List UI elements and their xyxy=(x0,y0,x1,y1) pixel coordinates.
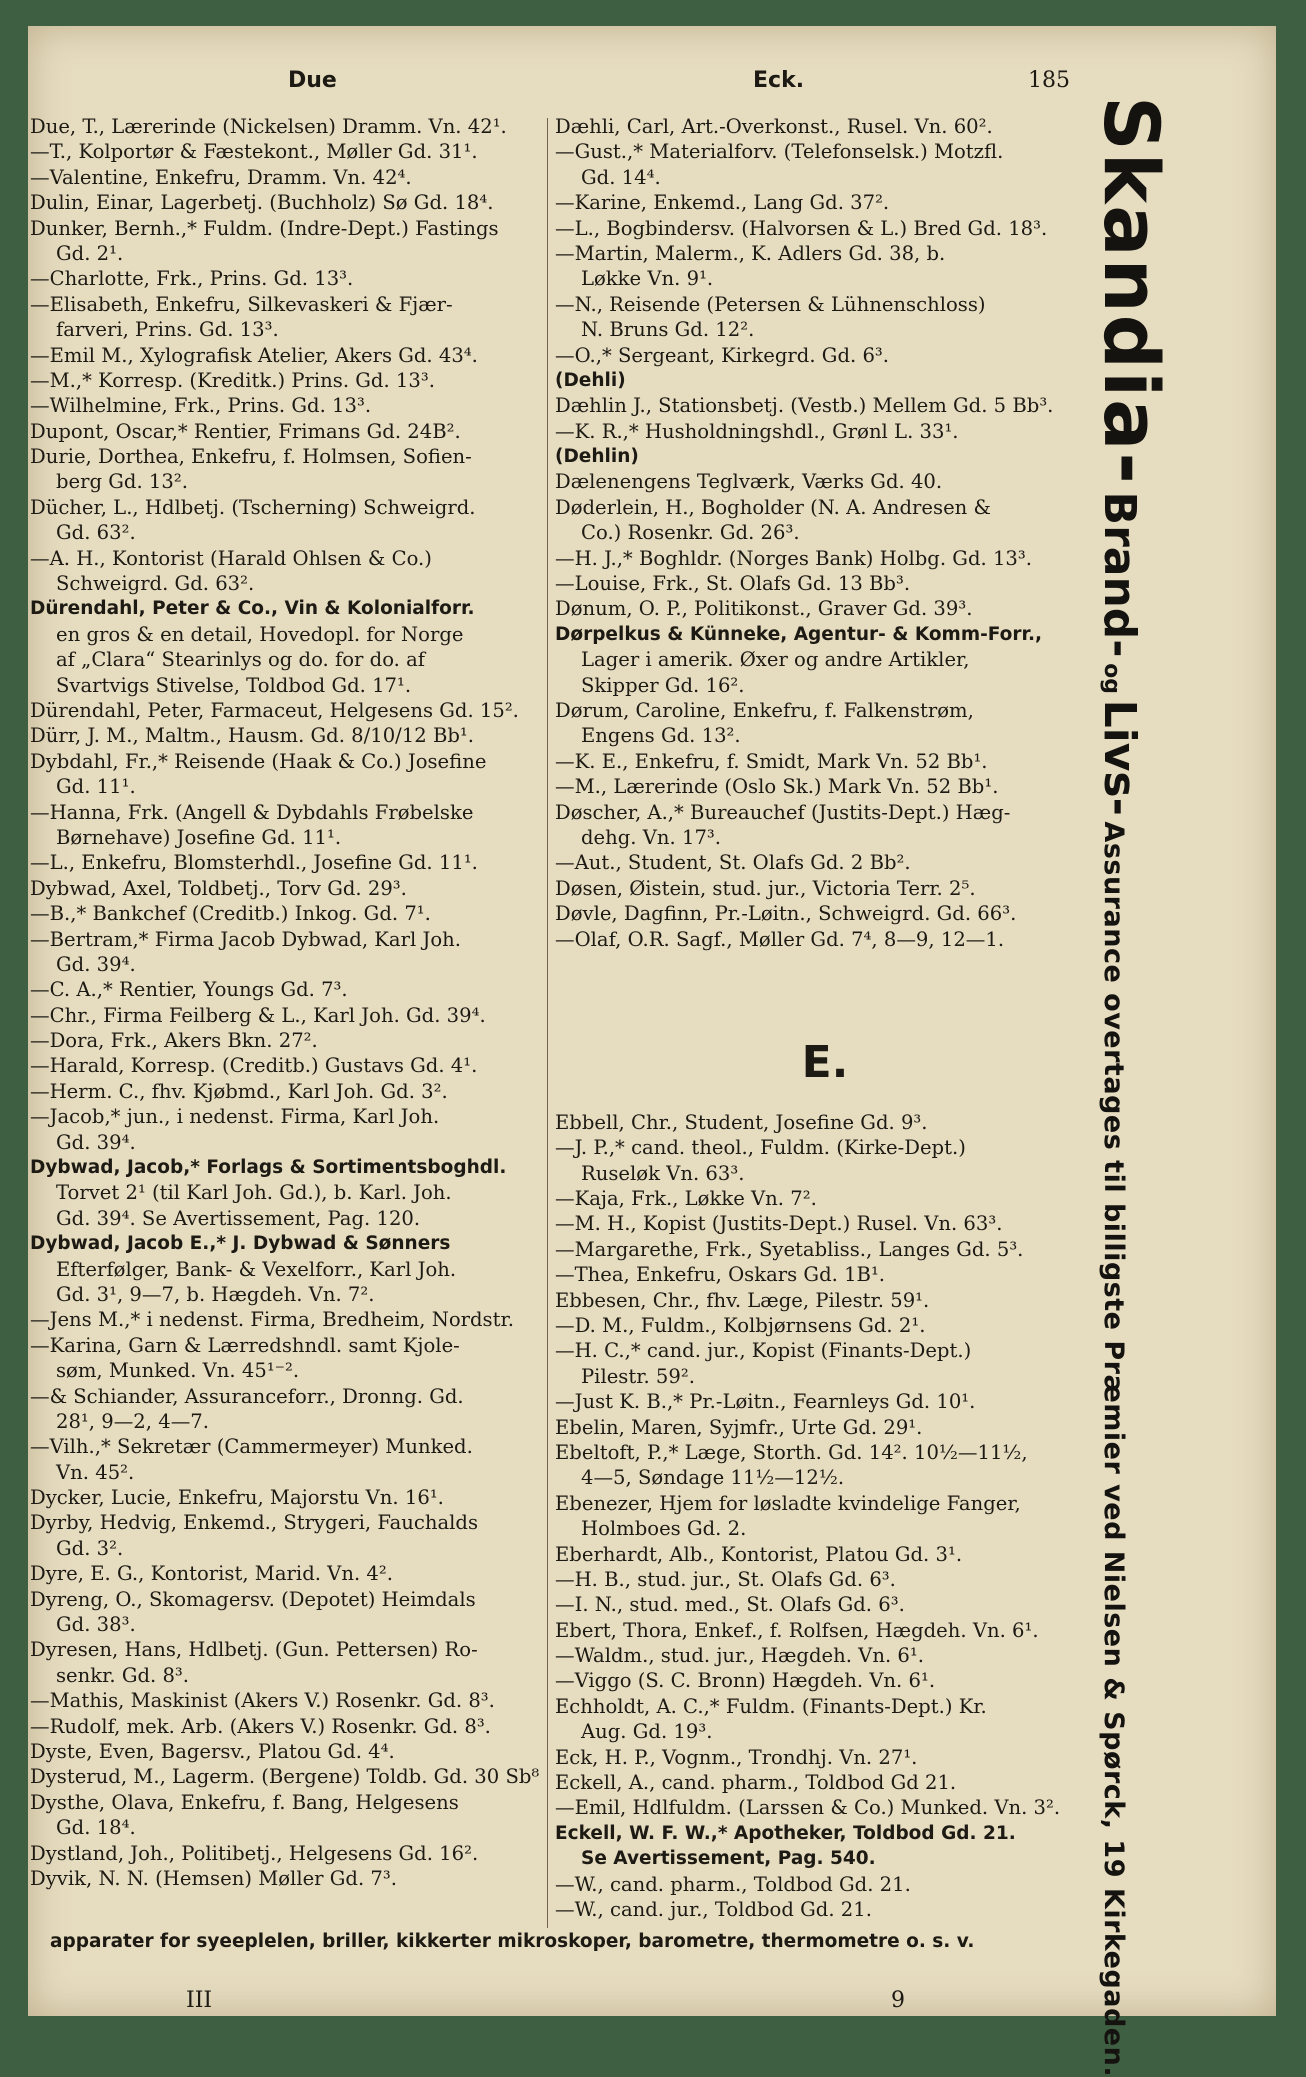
directory-line: Dybwad, Axel, Toldbetj., Torv Gd. 29³. xyxy=(30,876,407,900)
directory-line: —Mathis, Maskinist (Akers V.) Rosenkr. Gd. 8³. xyxy=(30,1689,495,1713)
directory-line: Døsen, Øistein, stud. jur., Victoria Terr. 2⁵. xyxy=(555,876,976,900)
directory-line: Dybdahl, Fr.,* Reisende (Haak & Co.) Josefine xyxy=(30,749,487,773)
directory-line: Ebeltoft, P.,* Læge, Storth. Gd. 14². 10½—11½, xyxy=(555,1440,1028,1464)
directory-line: —Olaf, O.R. Sagf., Møller Gd. 7⁴, 8—9, 12—1. xyxy=(555,927,1005,951)
directory-line: Skipper Gd. 16². xyxy=(581,673,745,697)
directory-line: —H. B., stud. jur., St. Olafs Gd. 6³. xyxy=(555,1567,896,1591)
directory-line: —O.,* Sergeant, Kirkegrd. Gd. 6³. xyxy=(555,343,889,367)
directory-line: (Dehlin) xyxy=(555,446,639,468)
directory-line: Dyresen, Hans, Hdlbetj. (Gun. Pettersen) Ro- xyxy=(30,1638,478,1662)
directory-line: Dyste, Even, Bagersv., Platou Gd. 4⁴. xyxy=(30,1740,395,1763)
directory-line: Dørum, Caroline, Enkefru, f. Falkenstrøm, xyxy=(555,698,974,722)
directory-line: Gd. 18⁴. xyxy=(56,1816,136,1840)
directory-line: Ruseløk Vn. 63³. xyxy=(581,1161,745,1185)
directory-line: Vn. 45². xyxy=(56,1460,135,1484)
directory-line: Aug. Gd. 19³. xyxy=(581,1720,713,1744)
left-column xyxy=(30,114,545,1891)
directory-line: —Dora, Frk., Akers Bkn. 27². xyxy=(30,1029,318,1053)
directory-line: —M.,* Korresp. (Kreditk.) Prins. Gd. 13³. xyxy=(30,368,435,392)
directory-line: —Rudolf, mek. Arb. (Akers V.) Rosenkr. Gd. 8³. xyxy=(30,1714,491,1738)
directory-line: Gd. 3¹, 9—7, b. Hægdeh. Vn. 7². xyxy=(56,1282,375,1306)
directory-line: —Hanna, Frk. (Angell & Dybdahls Frøbelske xyxy=(30,800,474,824)
directory-line: Dysterud, M., Lagerm. (Bergene) Toldb. Gd. 30 Sb⁸ xyxy=(30,1765,540,1789)
directory-line: Engens Gd. 13². xyxy=(581,724,741,748)
side-brand: Brand- xyxy=(1094,491,1145,658)
directory-line: Co.) Rosenkr. Gd. 26³. xyxy=(581,521,800,545)
directory-line: Schweigrd. Gd. 63². xyxy=(56,572,255,596)
directory-line: —W., cand. pharm., Toldbod Gd. 21. xyxy=(555,1872,911,1896)
directory-line: —Gust.,* Materialforv. (Telefonselsk.) Motzfl. xyxy=(555,140,1004,164)
side-advertisement-text xyxy=(1087,96,1176,2077)
directory-line: Dybwad, Jacob,* Forlags & Sortimentsboghdl. xyxy=(30,1157,507,1179)
directory-line: —Emil, Hdlfuldm. (Larssen & Co.) Munked. Vn. 3². xyxy=(555,1796,1061,1820)
directory-line: 4—5, Søndage 11½—12½. xyxy=(581,1466,845,1490)
directory-line: —Thea, Enkefru, Oskars Gd. 1B¹. xyxy=(555,1263,886,1287)
directory-line: Pilestr. 59². xyxy=(581,1364,695,1388)
directory-line: Gd. 63². xyxy=(56,521,136,545)
side-advertisement xyxy=(1086,96,1196,2077)
side-og: og xyxy=(1099,663,1124,694)
directory-line: Dycker, Lucie, Enkefru, Majorstu Vn. 16¹. xyxy=(30,1486,444,1510)
directory-line: Dupont, Oscar,* Rentier, Frimans Gd. 24B². xyxy=(30,419,461,443)
directory-line: —Charlotte, Frk., Prins. Gd. 13³. xyxy=(30,267,354,291)
directory-line: —J. P.,* cand. theol., Fuldm. (Kirke-Dept.) xyxy=(555,1136,966,1160)
directory-line: —Jacob,* jun., i nedenst. Firma, Karl Joh. xyxy=(30,1105,440,1129)
page-number: 185 xyxy=(1028,68,1070,93)
directory-line: —Jens M.,* i nedenst. Firma, Bredheim, Nordstr. xyxy=(30,1308,514,1332)
directory-line: Dæhli, Carl, Art.-Overkonst., Rusel. Vn. 60². xyxy=(555,115,993,138)
directory-line: Torvet 2¹ (til Karl Joh. Gd.), b. Karl. Joh. xyxy=(56,1181,452,1205)
directory-line: Eckell, A., cand. pharm., Toldbod Gd 21. xyxy=(555,1771,957,1795)
directory-line: Dürendahl, Peter & Co., Vin & Kolonialforr. xyxy=(30,598,475,620)
directory-line: —K. E., Enkefru, f. Smidt, Mark Vn. 52 Bb¹. xyxy=(555,749,988,773)
directory-line: —N., Reisende (Petersen & Lühnenschloss) xyxy=(555,292,986,316)
directory-line: Ebbesen, Chr., fhv. Læge, Pilestr. 59¹. xyxy=(555,1288,930,1312)
directory-line: —L., Bogbindersv. (Halvorsen & L.) Bred Gd. 18³. xyxy=(555,216,1048,240)
directory-line: Dürendahl, Peter, Farmaceut, Helgesens Gd. 15². xyxy=(30,698,519,722)
directory-line: —Waldm., stud. jur., Hægdeh. Vn. 6¹. xyxy=(555,1644,924,1668)
directory-line: —Emil M., Xylografisk Atelier, Akers Gd. 43⁴. xyxy=(30,343,478,367)
directory-line: senkr. Gd. 8³. xyxy=(56,1663,190,1687)
directory-line: berg Gd. 13². xyxy=(56,470,188,494)
directory-line: Dyvik, N. N. (Hemsen) Møller Gd. 7³. xyxy=(30,1866,397,1890)
column-divider xyxy=(547,118,548,1928)
directory-line: —Viggo (S. C. Bronn) Hægdeh. Vn. 6¹. xyxy=(555,1669,936,1693)
directory-line: farveri, Prins. Gd. 13³. xyxy=(56,318,279,342)
directory-line: Gd. 39⁴. xyxy=(56,1130,136,1154)
directory-line: Se Avertissement, Pag. 540. xyxy=(581,1848,876,1870)
directory-line: Ebelin, Maren, Syjmfr., Urte Gd. 29¹. xyxy=(555,1415,923,1439)
directory-line: Dørpelkus & Künneke, Agentur- & Komm-Forr., xyxy=(555,623,1043,645)
directory-line: Dystland, Joh., Politibetj., Helgesens Gd. 16². xyxy=(30,1841,479,1865)
directory-line: —Harald, Korresp. (Creditb.) Gustavs Gd. 4¹. xyxy=(30,1054,478,1078)
directory-line: —H. C.,* cand. jur., Kopist (Finants-Dept.) xyxy=(555,1339,972,1363)
directory-line: —Just K. B.,* Pr.-Løitn., Fearnleys Gd. 10¹. xyxy=(555,1390,976,1414)
directory-line: —M. H., Kopist (Justits-Dept.) Rusel. Vn. 63³. xyxy=(555,1212,1003,1236)
directory-line: —Herm. C., fhv. Kjøbmd., Karl Joh. Gd. 3². xyxy=(30,1079,448,1103)
directory-line: søm, Munked. Vn. 45¹⁻². xyxy=(56,1359,300,1383)
directory-line: —Aut., Student, St. Olafs Gd. 2 Bb². xyxy=(555,851,911,875)
directory-line: Gd. 14⁴. xyxy=(581,165,661,189)
directory-line: N. Bruns Gd. 12². xyxy=(581,318,755,342)
signature-mark-left: III xyxy=(186,1988,213,2013)
directory-line: —D. M., Fuldm., Kolbjørnsens Gd. 2¹. xyxy=(555,1314,926,1338)
directory-line: —W., cand. jur., Toldbod Gd. 21. xyxy=(555,1898,872,1921)
header-last-entry: Eck. xyxy=(753,68,805,93)
directory-line: Gd. 11¹. xyxy=(56,775,136,799)
directory-line: Dyrby, Hedvig, Enkemd., Strygeri, Fauchalds xyxy=(30,1511,479,1535)
directory-line: —Karina, Garn & Lærredshndl. samt Kjole- xyxy=(30,1333,460,1357)
directory-line: —Chr., Firma Feilberg & L., Karl Joh. Gd. 39⁴. xyxy=(30,1003,486,1027)
directory-line: Durie, Dorthea, Enkefru, f. Holmsen, Sofien- xyxy=(30,445,472,469)
directory-line: Holmboes Gd. 2. xyxy=(581,1517,747,1541)
directory-line: Døderlein, H., Bogholder (N. A. Andresen & xyxy=(555,495,991,519)
directory-page xyxy=(28,26,1276,2077)
directory-line: Dønum, O. P., Politikonst., Graver Gd. 39³. xyxy=(555,597,973,621)
directory-line: —Karine, Enkemd., Lang Gd. 37². xyxy=(555,191,890,215)
header-first-entry: Due xyxy=(288,68,337,93)
directory-line xyxy=(555,952,1095,1028)
directory-line: Eck, H. P., Vognm., Trondhj. Vn. 27¹. xyxy=(555,1745,918,1769)
directory-line: —Bertram,* Firma Jacob Dybwad, Karl Joh. xyxy=(30,927,461,951)
directory-line: Gd. 39⁴. xyxy=(56,952,136,976)
directory-line: Dysthe, Olava, Enkefru, f. Bang, Helgesens xyxy=(30,1790,459,1814)
directory-line: —Valentine, Enkefru, Dramm. Vn. 42⁴. xyxy=(30,165,412,189)
directory-line: Løkke Vn. 9¹. xyxy=(581,267,714,291)
directory-line: —H. J.,* Boghldr. (Norges Bank) Holbg. Gd. 13³. xyxy=(555,546,1032,570)
directory-line: Døscher, A.,* Bureauchef (Justits-Dept.) Hæg- xyxy=(555,800,1011,824)
directory-line: —B.,* Bankchef (Creditb.) Inkog. Gd. 7¹. xyxy=(30,902,431,926)
running-header xyxy=(28,68,1088,108)
directory-line: —Wilhelmine, Frk., Prins. Gd. 13³. xyxy=(30,394,372,418)
directory-line: —L., Enkefru, Blomsterhdl., Josefine Gd. 11¹. xyxy=(30,851,478,875)
directory-line: Dürr, J. M., Maltm., Hausm. Gd. 8/10/12 Bb¹. xyxy=(30,724,474,748)
directory-line: Dyre, E. G., Kontorist, Marid. Vn. 4². xyxy=(30,1562,393,1586)
directory-line: —M., Lærerinde (Oslo Sk.) Mark Vn. 52 Bb¹. xyxy=(555,775,999,799)
directory-line: —Elisabeth, Enkefru, Silkevaskeri & Fjær- xyxy=(30,292,453,316)
directory-line: Gd. 3². xyxy=(56,1536,124,1560)
right-column xyxy=(555,114,1095,1922)
directory-line: Dæhlin J., Stationsbetj. (Vestb.) Mellem Gd. 5 Bb³. xyxy=(555,394,1054,418)
directory-line: —Martin, Malerm., K. Adlers Gd. 38, b. xyxy=(555,241,946,265)
directory-line: —& Schiander, Assuranceforr., Dronng. Gd. xyxy=(30,1384,464,1408)
directory-line: —C. A.,* Rentier, Youngs Gd. 7³. xyxy=(30,978,348,1002)
directory-line xyxy=(555,1098,1095,1110)
directory-line: Ebert, Thora, Enkef., f. Rolfsen, Hægdeh. Vn. 6¹. xyxy=(555,1618,1039,1642)
signature-mark-right: 9 xyxy=(891,1988,905,2013)
directory-line: —A. H., Kontorist (Harald Ohlsen & Co.) xyxy=(30,546,432,570)
directory-line: Eckell, W. F. W.,* Apotheker, Toldbod Gd. 21. xyxy=(555,1822,1016,1844)
directory-line: —K. R.,* Husholdningshdl., Grønl L. 33¹. xyxy=(555,419,959,443)
directory-line: Børnehave) Josefine Gd. 11¹. xyxy=(56,825,342,849)
directory-line: Ebbell, Chr., Student, Josefine Gd. 9³. xyxy=(555,1110,928,1134)
directory-line: Gd. 39⁴. Se Avertissement, Pag. 120. xyxy=(56,1206,421,1230)
directory-line: Due, T., Lærerinde (Nickelsen) Dramm. Vn. 42¹. xyxy=(30,115,507,138)
directory-line: Døvle, Dagfinn, Pr.-Løitn., Schweigrd. Gd. 66³. xyxy=(555,902,1017,926)
directory-line: —Margarethe, Frk., Syetabliss., Langes Gd. 5³. xyxy=(555,1237,1024,1261)
directory-line: Dybwad, Jacob E.,* J. Dybwad & Sønners xyxy=(30,1233,451,1255)
directory-line: Dyreng, O., Skomagersv. (Depotet) Heimdals xyxy=(30,1587,476,1611)
directory-line: Eberhardt, Alb., Kontorist, Platou Gd. 3¹. xyxy=(555,1542,963,1566)
side-title: Skandia- xyxy=(1087,96,1176,486)
directory-line: Svartvigs Stivelse, Toldbod Gd. 17¹. xyxy=(56,673,412,697)
directory-line: Gd. 38³. xyxy=(56,1613,136,1637)
directory-line: dehg. Vn. 17³. xyxy=(581,825,721,849)
directory-line: —T., Kolportør & Fæstekont., Møller Gd. 31¹. xyxy=(30,140,478,164)
directory-line: —I. N., stud. med., St. Olafs Gd. 6³. xyxy=(555,1593,905,1617)
directory-line: Gd. 2¹. xyxy=(56,241,124,265)
directory-line: Ebenezer, Hjem for løsladte kvindelige Fanger, xyxy=(555,1491,1021,1515)
directory-line: (Dehli) xyxy=(555,369,626,391)
directory-line: Efterfølger, Bank- & Vexelforr., Karl Joh. xyxy=(56,1257,457,1281)
directory-line: —Kaja, Frk., Løkke Vn. 7². xyxy=(555,1187,817,1211)
side-rest: Assurance overtages til billigste Præmier ved Nielsen & Spørck, 19 Kirkegaden. xyxy=(1098,821,1129,2077)
directory-line: Dunker, Bernh.,* Fuldm. (Indre-Dept.) Fastings xyxy=(30,216,499,240)
footer-advertisement: apparater for syeeplelen, briller, kikkerter mikroskoper, barometre, thermometre o. s. v. xyxy=(50,1931,975,1952)
directory-line: Dücher, L., Hdlbetj. (Tscherning) Schweigrd. xyxy=(30,495,476,519)
directory-line: —Vilh.,* Sekretær (Cammermeyer) Munked. xyxy=(30,1435,473,1459)
directory-line: Echholdt, A. C.,* Fuldm. (Finants-Dept.) Kr. xyxy=(555,1694,987,1718)
section-letter: E. xyxy=(801,1036,849,1088)
directory-line: af „Clara“ Stearinlys og do. for do. af xyxy=(56,648,426,672)
directory-line: —Louise, Frk., St. Olafs Gd. 13 Bb³. xyxy=(555,572,911,596)
side-livs: Livs- xyxy=(1094,699,1145,816)
directory-line: Dulin, Einar, Lagerbetj. (Buchholz) Sø Gd. 18⁴. xyxy=(30,191,494,215)
directory-line: 28¹, 9—2, 4—7. xyxy=(56,1409,209,1433)
directory-line: en gros & en detail, Hovedopl. for Norge xyxy=(56,622,464,646)
directory-line: Lager i amerik. Øxer og andre Artikler, xyxy=(581,648,970,672)
directory-line: Dælenengens Teglværk, Værks Gd. 40. xyxy=(555,470,943,494)
